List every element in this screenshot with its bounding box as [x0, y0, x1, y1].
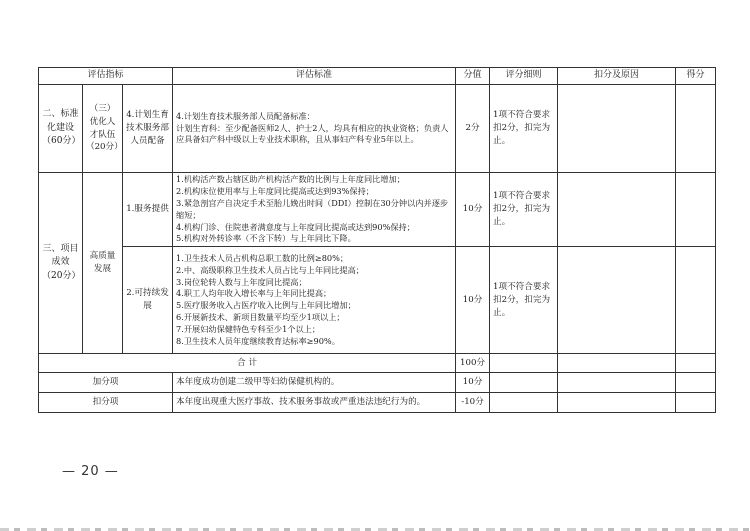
sec3-item2-name: 2.可持续发展	[123, 247, 173, 354]
sec3-item1-score: 10分	[456, 173, 490, 247]
sec3-item2-deduct-cell[interactable]	[558, 247, 676, 354]
sec3-item2-gain-cell[interactable]	[676, 247, 716, 354]
std-line: 5.机构对外转诊率（不含下转）与上年同比下降。	[176, 233, 356, 244]
std-line: 8.卫生技术人员年度继续教育达标率≥90%。	[176, 336, 340, 347]
std-line: 3.紧急剖宫产自决定手术至胎儿娩出时间（DDI）控制在30分钟以内并逐步缩短；	[176, 197, 449, 220]
penalty-score: -10分	[456, 393, 490, 413]
header-indicator: 评估指标	[39, 68, 173, 85]
total-gain-cell[interactable]	[676, 354, 716, 373]
sec3-item2-score: 10分	[456, 247, 490, 354]
bonus-gain-cell[interactable]	[676, 373, 716, 393]
sec2-std-line: 4.计划生育技术服务部人员配备标准：	[176, 110, 315, 121]
std-line: 1.卫生技术人员占机构总职工数的比例≥80%；	[176, 252, 349, 263]
row-penalty	[39, 393, 716, 413]
bonus-label: 加分项	[39, 373, 173, 393]
sec2-score: 2分	[456, 85, 490, 173]
sec3-title: 三、项目成效（20分）	[39, 173, 83, 354]
bonus-rule-cell	[490, 373, 558, 393]
total-deduct-cell[interactable]	[558, 354, 676, 373]
std-line: 4.机构门诊、住院患者满意度与上年度同比提高或达到90%保持；	[176, 221, 415, 232]
sec2-deduct-cell[interactable]	[558, 85, 676, 173]
row-service	[39, 173, 716, 247]
header-rule: 评分细则	[490, 68, 558, 85]
row-staffing	[39, 85, 716, 173]
row-bonus	[39, 373, 716, 393]
header-row	[39, 68, 716, 85]
header-standard: 评估标准	[173, 68, 456, 85]
std-line: 4.职工人均年收入增长率与上年同比提高；	[176, 288, 332, 299]
page-number: — 20 —	[62, 464, 119, 479]
bonus-score: 10分	[456, 373, 490, 393]
std-line: 2.中、高级职称卫生技术人员占比与上年同比提高；	[176, 264, 364, 275]
penalty-rule-cell	[490, 393, 558, 413]
sec3-item2-standard	[173, 247, 456, 354]
sec2-rule: 1项不符合要求扣2分，扣完为止。	[490, 85, 558, 173]
std-line: 5.医疗服务收入占医疗收入比例与上年同比增加；	[176, 300, 356, 311]
penalty-deduct-cell[interactable]	[558, 393, 676, 413]
header-deduct: 扣分及原因	[558, 68, 676, 85]
penalty-gain-cell[interactable]	[676, 393, 716, 413]
penalty-label: 扣分项	[39, 393, 173, 413]
total-score: 100分	[456, 354, 490, 373]
sec2-std-line: 计划生育科：至少配备医师2人、护士2人，均具有相应的执业资格；负责人应具备妇产科中级以上专业技术职称，且从事妇产科专业5年以上。	[176, 122, 449, 145]
row-total	[39, 354, 716, 373]
sec2-sub: （三）优化人才队伍（20分）	[83, 85, 123, 173]
header-gain: 得分	[676, 68, 716, 85]
sec3-item1-gain-cell[interactable]	[676, 173, 716, 247]
header-score: 分值	[456, 68, 490, 85]
total-label: 合 计	[39, 354, 456, 373]
penalty-standard: 本年度出现重大医疗事故、技术服务事故或严重违法违纪行为的。	[173, 393, 456, 413]
total-rule-cell	[490, 354, 558, 373]
std-line: 7.开展妇幼保健特色专科至少1个以上；	[176, 324, 321, 335]
sec3-item1-deduct-cell[interactable]	[558, 173, 676, 247]
sec3-item1-standard	[173, 173, 456, 247]
sec3-item2-rule: 1项不符合要求扣2分，扣完为止。	[490, 247, 558, 354]
bonus-deduct-cell[interactable]	[558, 373, 676, 393]
row-sustainable	[39, 247, 716, 354]
sec2-item: 4.计划生育技术服务部人员配备	[123, 85, 173, 173]
sec2-title: 二、标准化建设（60分）	[39, 85, 83, 173]
std-line: 1.机构活产数占辖区助产机构活产数的比例与上年度同比增加；	[176, 174, 405, 184]
sec2-gain-cell[interactable]	[676, 85, 716, 173]
bonus-standard: 本年度成功创建二级甲等妇幼保健机构的。	[173, 373, 456, 393]
std-line: 3.岗位轮转人数与上年度同比提高；	[176, 276, 307, 287]
sec3-sub: 高质量发展	[83, 173, 123, 354]
sec2-standard	[173, 85, 456, 173]
evaluation-table	[38, 67, 716, 413]
std-line: 6.开展新技术、新项目数量平均至少1项以上；	[176, 312, 345, 323]
std-line: 2.机构床位使用率与上年度同比提高或达到93%保持；	[176, 185, 374, 196]
sec3-item1-rule: 1项不符合要求扣2分，扣完为止。	[490, 173, 558, 247]
sec3-item1-name: 1.服务提供	[123, 173, 173, 247]
